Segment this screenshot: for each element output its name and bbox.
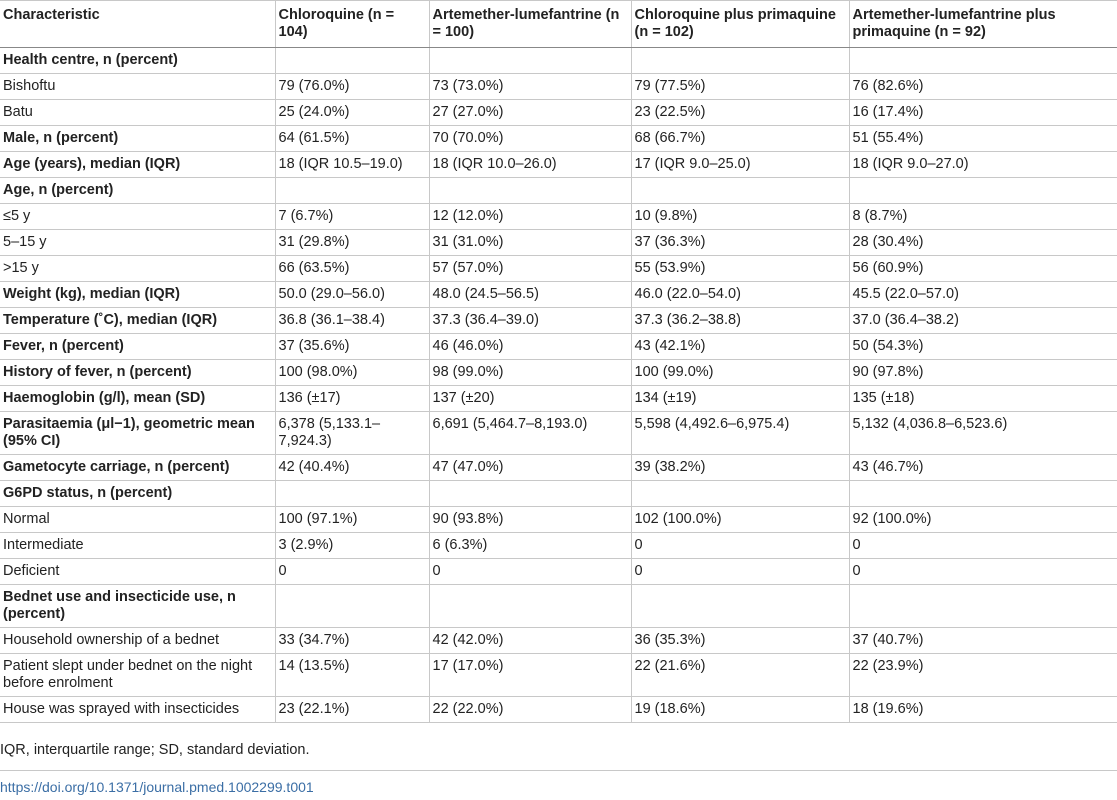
table-cell: 48.0 (24.5–56.5): [429, 282, 631, 308]
row-label: G6PD status, n (percent): [0, 481, 275, 507]
table-cell: [849, 48, 1117, 74]
table-footnote: IQR, interquartile range; SD, standard deviation.: [0, 742, 310, 758]
table-cell: 43 (42.1%): [631, 334, 849, 360]
row-label: >15 y: [0, 256, 275, 282]
table-cell: 6 (6.3%): [429, 533, 631, 559]
table-cell: 17 (17.0%): [429, 654, 631, 697]
table-cell: 42 (42.0%): [429, 628, 631, 654]
table-cell: 18 (19.6%): [849, 697, 1117, 723]
table-cell: 37 (40.7%): [849, 628, 1117, 654]
table-row: [0, 507, 1117, 533]
table-row: [0, 386, 1117, 412]
table-row: [0, 654, 1117, 697]
table-header: [0, 1, 1117, 48]
table-row: [0, 628, 1117, 654]
table-cell: 23 (22.1%): [275, 697, 429, 723]
table-cell: 36.8 (36.1–38.4): [275, 308, 429, 334]
row-label: Bednet use and insecticide use, n (percent): [0, 585, 275, 628]
table-cell: [429, 178, 631, 204]
table-cell: 25 (24.0%): [275, 100, 429, 126]
table-cell: 31 (31.0%): [429, 230, 631, 256]
table-cell: 56 (60.9%): [849, 256, 1117, 282]
table-cell: 135 (±18): [849, 386, 1117, 412]
table-cell: 6,378 (5,133.1–7,924.3): [275, 412, 429, 455]
table-cell: [429, 585, 631, 628]
table-cell: 76 (82.6%): [849, 74, 1117, 100]
table-cell: 90 (93.8%): [429, 507, 631, 533]
row-label: Batu: [0, 100, 275, 126]
table-cell: 6,691 (5,464.7–8,193.0): [429, 412, 631, 455]
table-cell: 68 (66.7%): [631, 126, 849, 152]
table-cell: 0: [849, 533, 1117, 559]
table-cell: 18 (IQR 10.5–19.0): [275, 152, 429, 178]
table-cell: 17 (IQR 9.0–25.0): [631, 152, 849, 178]
table-cell: [429, 481, 631, 507]
table-cell: 27 (27.0%): [429, 100, 631, 126]
table-cell: 98 (99.0%): [429, 360, 631, 386]
table-cell: 5,132 (4,036.8–6,523.6): [849, 412, 1117, 455]
table-cell: 51 (55.4%): [849, 126, 1117, 152]
table-row: [0, 74, 1117, 100]
header-row: [0, 1, 1117, 48]
table-cell: 0: [275, 559, 429, 585]
table-cell: [429, 48, 631, 74]
table-cell: 0: [849, 559, 1117, 585]
header-chloroquine: Chloroquine (n = 104): [275, 1, 429, 48]
table-cell: 0: [631, 559, 849, 585]
table-cell: 28 (30.4%): [849, 230, 1117, 256]
table-cell: [631, 178, 849, 204]
row-label: Fever, n (percent): [0, 334, 275, 360]
table-cell: 18 (IQR 9.0–27.0): [849, 152, 1117, 178]
table-cell: 18 (IQR 10.0–26.0): [429, 152, 631, 178]
row-label: Age, n (percent): [0, 178, 275, 204]
table-cell: [631, 48, 849, 74]
table-cell: 79 (77.5%): [631, 74, 849, 100]
header-artemether-lumefantrine-primaquine: Artemether-lumefantrine plus primaquine (n = 92): [849, 1, 1117, 48]
table-cell: 39 (38.2%): [631, 455, 849, 481]
table-cell: 7 (6.7%): [275, 204, 429, 230]
table-cell: 100 (97.1%): [275, 507, 429, 533]
table-row: [0, 455, 1117, 481]
table-cell: [849, 481, 1117, 507]
table-row: [0, 308, 1117, 334]
header-characteristic: Characteristic: [0, 1, 275, 48]
table-cell: [275, 178, 429, 204]
table-cell: 50 (54.3%): [849, 334, 1117, 360]
row-label: Gametocyte carriage, n (percent): [0, 455, 275, 481]
table-cell: 37.3 (36.4–39.0): [429, 308, 631, 334]
row-label: ≤5 y: [0, 204, 275, 230]
table-cell: 46 (46.0%): [429, 334, 631, 360]
table-cell: 42 (40.4%): [275, 455, 429, 481]
table-row: [0, 152, 1117, 178]
header-artemether-lumefantrine: Artemether-lumefantrine (n = 100): [429, 1, 631, 48]
row-label: Household ownership of a bednet: [0, 628, 275, 654]
table-cell: 22 (22.0%): [429, 697, 631, 723]
table-cell: 3 (2.9%): [275, 533, 429, 559]
table-row: [0, 334, 1117, 360]
row-label: Weight (kg), median (IQR): [0, 282, 275, 308]
row-label: Age (years), median (IQR): [0, 152, 275, 178]
table-cell: 36 (35.3%): [631, 628, 849, 654]
table-row: [0, 48, 1117, 74]
row-label: Male, n (percent): [0, 126, 275, 152]
table-cell: 31 (29.8%): [275, 230, 429, 256]
table-cell: 92 (100.0%): [849, 507, 1117, 533]
row-label: History of fever, n (percent): [0, 360, 275, 386]
row-label: Deficient: [0, 559, 275, 585]
table-cell: 70 (70.0%): [429, 126, 631, 152]
table-cell: 37.3 (36.2–38.8): [631, 308, 849, 334]
table-cell: 137 (±20): [429, 386, 631, 412]
table-cell: 136 (±17): [275, 386, 429, 412]
table-cell: 73 (73.0%): [429, 74, 631, 100]
table-cell: 100 (98.0%): [275, 360, 429, 386]
table-cell: [275, 585, 429, 628]
table-cell: 10 (9.8%): [631, 204, 849, 230]
table-row: [0, 697, 1117, 723]
table-cell: 46.0 (22.0–54.0): [631, 282, 849, 308]
table-row: [0, 256, 1117, 282]
table-cell: [849, 178, 1117, 204]
table-row: [0, 533, 1117, 559]
table-cell: 57 (57.0%): [429, 256, 631, 282]
row-label: Haemoglobin (g/l), mean (SD): [0, 386, 275, 412]
table-cell: 100 (99.0%): [631, 360, 849, 386]
table-cell: 22 (21.6%): [631, 654, 849, 697]
row-label: 5–15 y: [0, 230, 275, 256]
table-cell: 90 (97.8%): [849, 360, 1117, 386]
table-cell: 55 (53.9%): [631, 256, 849, 282]
row-label: Patient slept under bednet on the night before enrolment: [0, 654, 275, 697]
table-row: [0, 126, 1117, 152]
header-chloroquine-primaquine: Chloroquine plus primaquine (n = 102): [631, 1, 849, 48]
table-body: [0, 48, 1117, 723]
table-cell: 64 (61.5%): [275, 126, 429, 152]
table-cell: 50.0 (29.0–56.0): [275, 282, 429, 308]
table-row: [0, 178, 1117, 204]
table-row: [0, 204, 1117, 230]
table-row: [0, 585, 1117, 628]
table-row: [0, 412, 1117, 455]
row-label: Bishoftu: [0, 74, 275, 100]
table-cell: 0: [631, 533, 849, 559]
table-cell: 47 (47.0%): [429, 455, 631, 481]
table-cell: 134 (±19): [631, 386, 849, 412]
table-cell: 12 (12.0%): [429, 204, 631, 230]
table-cell: [631, 481, 849, 507]
table-cell: 37 (35.6%): [275, 334, 429, 360]
table-row: [0, 481, 1117, 507]
row-label: Intermediate: [0, 533, 275, 559]
row-label: House was sprayed with insecticides: [0, 697, 275, 723]
table-cell: 66 (63.5%): [275, 256, 429, 282]
table-cell: 43 (46.7%): [849, 455, 1117, 481]
row-label: Temperature (˚C), median (IQR): [0, 308, 275, 334]
table-row: [0, 559, 1117, 585]
table-cell: 22 (23.9%): [849, 654, 1117, 697]
table-cell: 79 (76.0%): [275, 74, 429, 100]
table-cell: 33 (34.7%): [275, 628, 429, 654]
table-cell: 0: [429, 559, 631, 585]
table-row: [0, 230, 1117, 256]
table-cell: 45.5 (22.0–57.0): [849, 282, 1117, 308]
doi-link[interactable]: https://doi.org/10.1371/journal.pmed.1002299.t001: [0, 779, 314, 795]
table-cell: [631, 585, 849, 628]
footer-divider: [0, 770, 1117, 771]
row-label: Normal: [0, 507, 275, 533]
row-label: Health centre, n (percent): [0, 48, 275, 74]
table-cell: 102 (100.0%): [631, 507, 849, 533]
table-cell: 19 (18.6%): [631, 697, 849, 723]
table-cell: [849, 585, 1117, 628]
table-cell: [275, 48, 429, 74]
table-cell: 14 (13.5%): [275, 654, 429, 697]
table-cell: 23 (22.5%): [631, 100, 849, 126]
table-row: [0, 100, 1117, 126]
table-row: [0, 360, 1117, 386]
table-cell: 16 (17.4%): [849, 100, 1117, 126]
table-cell: 5,598 (4,492.6–6,975.4): [631, 412, 849, 455]
table-cell: 37 (36.3%): [631, 230, 849, 256]
table-cell: [275, 481, 429, 507]
table-cell: 37.0 (36.4–38.2): [849, 308, 1117, 334]
table-row: [0, 282, 1117, 308]
row-label: Parasitaemia (μl−1), geometric mean (95% CI): [0, 412, 275, 455]
table-cell: 8 (8.7%): [849, 204, 1117, 230]
